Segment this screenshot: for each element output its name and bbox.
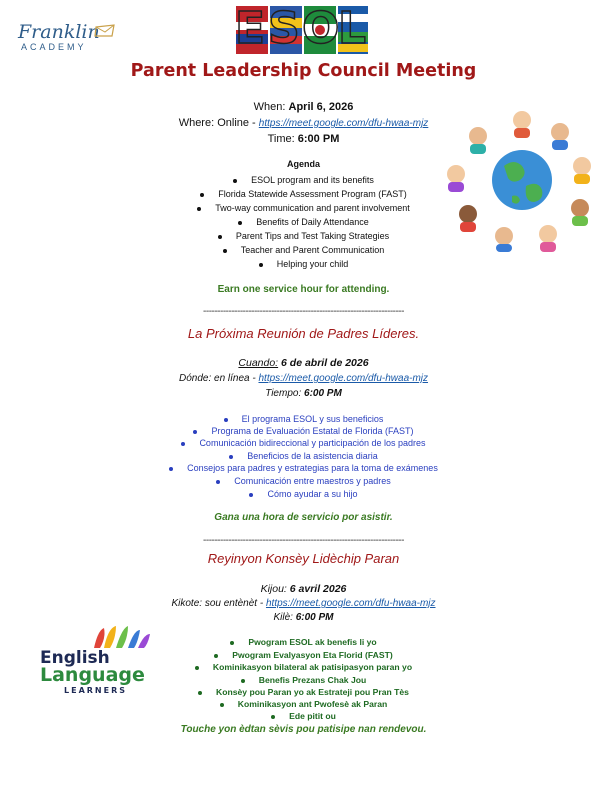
ht-when	[0, 583, 607, 595]
ht-meet-link[interactable]: https://meet.google.com/dfu-hwaa-mjz	[265, 598, 436, 609]
en-agenda-item: Teacher and Parent Communication	[0, 245, 607, 255]
en-time-label: Time:	[267, 133, 295, 145]
esol-letter-o: O	[302, 3, 340, 54]
es-agenda-item: Comunicación entre maestros y padres	[0, 476, 607, 486]
ht-time	[0, 612, 607, 623]
esol-letter-s: S	[268, 3, 300, 54]
bullet-icon	[181, 442, 185, 446]
en-agenda-item: Two-way communication and parent involvement	[0, 203, 607, 213]
bullet-icon	[271, 715, 275, 719]
esol-banner	[234, 4, 370, 56]
ht-heading: Reyinyon Konsèy Lidèchip Paran	[207, 551, 400, 566]
ht-agenda-item: Kominikasyon bilateral ak patisipasyon paran yo	[0, 662, 607, 672]
english-language-learners-logo	[40, 624, 158, 696]
ht-service-hour: Touche yon èdtan sèvis pou patisipe nan rendevou.	[180, 724, 427, 735]
franklin-academy-logo	[18, 22, 128, 56]
es-when	[0, 357, 607, 369]
ht-agenda-item: Pwogram Evalyasyon Eta Florid (FAST)	[0, 650, 607, 660]
bullet-icon	[224, 418, 228, 422]
envelope-icon	[94, 24, 116, 38]
en-meet-link[interactable]: https://meet.google.com/dfu-hwaa-mjz	[258, 118, 429, 129]
es-meet-link[interactable]: https://meet.google.com/dfu-hwaa-mjz	[258, 373, 429, 384]
ht-time-value: 6:00 PM	[295, 612, 334, 623]
bullet-icon	[216, 480, 220, 484]
ht-where-label: Kikote: sou entènèt -	[171, 598, 264, 609]
bullet-icon	[218, 235, 222, 239]
es-when-value: 6 de abril de 2026	[281, 357, 369, 369]
es-agenda-item: Beneficios de la asistencia diaria	[0, 451, 607, 461]
bullet-icon	[200, 193, 204, 197]
bullet-icon	[169, 467, 173, 471]
bullet-icon	[229, 455, 233, 459]
bullet-icon	[249, 493, 253, 497]
es-agenda-item: Consejos para padres y estrategias para la toma de exámenes	[0, 463, 607, 473]
es-where-label: Dónde: en línea -	[178, 373, 256, 384]
ht-when-value: 6 avril 2026	[289, 583, 347, 595]
bullet-icon	[230, 641, 234, 645]
page-title: Parent Leadership Council Meeting	[130, 61, 477, 81]
en-agenda-item: Florida Statewide Assessment Program (FAST)	[0, 189, 607, 199]
bullet-icon	[238, 221, 242, 225]
es-time-value: 6:00 PM	[304, 388, 342, 399]
divider-2: -----------------------------------------------------------------------	[203, 535, 404, 546]
ht-agenda-item: Pwogram ESOL ak benefis li yo	[0, 637, 607, 647]
en-when-value: April 6, 2026	[288, 101, 354, 113]
es-time-label: Tiempo:	[265, 388, 302, 399]
es-agenda-item: El programa ESOL y sus beneficios	[0, 414, 607, 424]
bullet-icon	[233, 179, 237, 183]
ht-agenda-item: Ede pitit ou	[0, 711, 607, 721]
ht-agenda-item: Kominikasyon ant Pwofesè ak Paran	[0, 699, 607, 709]
en-agenda-item: Helping your child	[0, 259, 607, 269]
logo-sub: ACADEMY	[21, 42, 87, 52]
bullet-icon	[197, 207, 201, 211]
es-time	[0, 388, 607, 399]
es-agenda-item: Programa de Evaluación Estatal de Florida (FAST)	[0, 426, 607, 436]
ell-line2: Language	[40, 664, 145, 686]
es-agenda-item: Cómo ayudar a su hijo	[0, 489, 607, 499]
bullet-icon	[198, 691, 202, 695]
ht-where	[0, 598, 607, 609]
agenda-heading: Agenda	[286, 159, 320, 169]
bullet-icon	[214, 654, 218, 658]
ht-when-label: Kijou:	[260, 583, 287, 595]
ell-line1: English	[40, 648, 110, 668]
bullet-icon	[193, 430, 197, 434]
en-when-label: When:	[253, 101, 286, 113]
esol-letter-l: L	[337, 3, 367, 54]
ell-line3: LEARNERS	[64, 686, 127, 695]
en-where-label: Where: Online -	[178, 117, 256, 129]
bullet-icon	[259, 263, 263, 267]
en-service-hour: Earn one service hour for attending.	[217, 284, 390, 295]
logo-script: Franklin	[18, 21, 100, 43]
es-where	[0, 373, 607, 384]
es-when-label: Cuando:	[238, 357, 279, 369]
en-agenda-item: Benefits of Daily Attendance	[0, 217, 607, 227]
es-heading: La Próxima Reunión de Padres Líderes.	[187, 326, 420, 341]
en-agenda-item: ESOL program and its benefits	[0, 175, 607, 185]
es-service-hour: Gana una hora de servicio por asistir.	[214, 512, 393, 523]
en-agenda-item: Parent Tips and Test Taking Strategies	[0, 231, 607, 241]
divider-1: -----------------------------------------------------------------------	[203, 306, 404, 317]
esol-letter-e: E	[234, 3, 266, 54]
bullet-icon	[241, 679, 245, 683]
en-time-value: 6:00 PM	[297, 133, 340, 145]
bullet-icon	[220, 703, 224, 707]
ht-agenda-item: Benefis Prezans Chak Jou	[0, 675, 607, 685]
es-agenda-item: Comunicación bidireccional y participación de los padres	[0, 438, 607, 448]
bullet-icon	[195, 666, 199, 670]
bullet-icon	[223, 249, 227, 253]
ht-time-label: Kilè:	[273, 612, 293, 623]
ht-agenda-item: Konsèy pou Paran yo ak Estrateji pou Pran Tès	[0, 687, 607, 697]
